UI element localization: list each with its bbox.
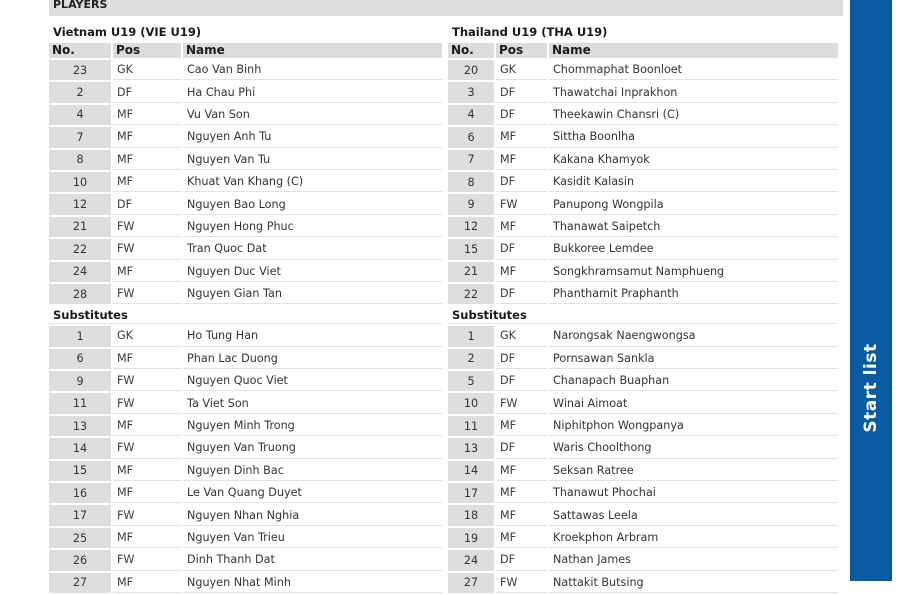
player-row bbox=[49, 284, 442, 304]
table-header-row bbox=[49, 43, 442, 58]
player-position: MF bbox=[113, 483, 181, 503]
player-number: 10 bbox=[49, 172, 111, 192]
team-title: Vietnam U19 (VIE U19) bbox=[53, 25, 202, 39]
player-position: FW bbox=[113, 438, 181, 458]
player-number: 9 bbox=[49, 371, 111, 391]
player-row bbox=[49, 393, 442, 413]
player-name: Phan Lac Duong bbox=[183, 349, 442, 369]
starters-body bbox=[448, 60, 838, 593]
player-name: Nguyen Quoc Viet bbox=[183, 371, 442, 391]
player-number: 23 bbox=[49, 60, 111, 80]
player-number: 11 bbox=[448, 416, 494, 436]
player-row bbox=[49, 416, 442, 436]
player-number: 2 bbox=[49, 82, 111, 102]
player-number: 22 bbox=[49, 239, 111, 259]
players-section-header bbox=[49, 0, 843, 16]
player-row bbox=[448, 105, 838, 125]
player-position: MF bbox=[496, 150, 547, 170]
player-row bbox=[448, 326, 838, 346]
player-position: MF bbox=[496, 483, 547, 503]
start-list-tab[interactable] bbox=[850, 0, 892, 581]
player-position: MF bbox=[113, 461, 181, 481]
player-number: 4 bbox=[49, 105, 111, 125]
player-number: 14 bbox=[448, 461, 494, 481]
column-header-name: Name bbox=[183, 43, 442, 58]
starters-body bbox=[49, 60, 442, 593]
player-number: 28 bbox=[49, 284, 111, 304]
player-position: MF bbox=[113, 172, 181, 192]
player-position: FW bbox=[496, 194, 547, 214]
player-number: 21 bbox=[448, 262, 494, 282]
player-row bbox=[448, 150, 838, 170]
player-number: 16 bbox=[49, 483, 111, 503]
player-number: 27 bbox=[49, 573, 111, 593]
player-name: Kakana Khamyok bbox=[549, 150, 838, 170]
player-name: Sittha Boonlha bbox=[549, 127, 838, 147]
player-number: 8 bbox=[448, 172, 494, 192]
player-position: DF bbox=[496, 105, 547, 125]
player-row bbox=[49, 438, 442, 458]
player-number: 12 bbox=[448, 217, 494, 237]
table-header-row bbox=[448, 43, 838, 58]
player-number: 10 bbox=[448, 393, 494, 413]
player-position: MF bbox=[113, 416, 181, 436]
player-row bbox=[448, 194, 838, 214]
player-position: MF bbox=[113, 150, 181, 170]
player-number: 17 bbox=[49, 505, 111, 525]
substitutes-heading-row bbox=[448, 306, 838, 324]
player-row bbox=[49, 505, 442, 525]
player-position: MF bbox=[113, 349, 181, 369]
player-number: 13 bbox=[49, 416, 111, 436]
player-number: 9 bbox=[448, 194, 494, 214]
player-position: MF bbox=[496, 461, 547, 481]
player-number: 5 bbox=[448, 371, 494, 391]
player-name: Pornsawan Sankla bbox=[549, 349, 838, 369]
player-position: MF bbox=[113, 573, 181, 593]
section-title: PLAYERS bbox=[53, 0, 108, 11]
player-name: Nattakit Butsing bbox=[549, 573, 838, 593]
player-number: 18 bbox=[448, 505, 494, 525]
player-number: 27 bbox=[448, 573, 494, 593]
player-position: MF bbox=[496, 217, 547, 237]
player-row bbox=[448, 217, 838, 237]
player-row bbox=[448, 483, 838, 503]
player-name: Dinh Thanh Dat bbox=[183, 550, 442, 570]
player-row bbox=[448, 349, 838, 369]
player-name: Nguyen Gian Tan bbox=[183, 284, 442, 304]
player-name: Songkhramsamut Namphueng bbox=[549, 262, 838, 282]
player-row bbox=[49, 326, 442, 346]
player-row bbox=[49, 217, 442, 237]
player-row bbox=[49, 528, 442, 548]
column-header-name: Name bbox=[549, 43, 838, 58]
column-header-pos: Pos bbox=[113, 43, 181, 58]
player-name: Niphitphon Wongpanya bbox=[549, 416, 838, 436]
player-position: MF bbox=[113, 528, 181, 548]
player-position: GK bbox=[496, 60, 547, 80]
player-name: Le Van Quang Duyet bbox=[183, 483, 442, 503]
player-position: DF bbox=[496, 239, 547, 259]
column-header-pos: Pos bbox=[496, 43, 547, 58]
column-header-no: No. bbox=[448, 43, 494, 58]
player-name: Nguyen Nhan Nghia bbox=[183, 505, 442, 525]
player-row bbox=[448, 284, 838, 304]
player-name: Ho Tung Han bbox=[183, 326, 442, 346]
player-name: Winai Aimoat bbox=[549, 393, 838, 413]
player-name: Nguyen Bao Long bbox=[183, 194, 442, 214]
player-position: FW bbox=[113, 371, 181, 391]
player-row bbox=[49, 483, 442, 503]
player-number: 26 bbox=[49, 550, 111, 570]
player-row bbox=[49, 239, 442, 259]
player-name: Nguyen Nhat Minh bbox=[183, 573, 442, 593]
player-row bbox=[49, 194, 442, 214]
player-position: DF bbox=[496, 284, 547, 304]
team-title: Thailand U19 (THA U19) bbox=[452, 25, 608, 39]
player-number: 12 bbox=[49, 194, 111, 214]
player-position: DF bbox=[496, 438, 547, 458]
player-name: Nguyen Van Tu bbox=[183, 150, 442, 170]
player-number: 11 bbox=[49, 393, 111, 413]
player-name: Phanthamit Praphanth bbox=[549, 284, 838, 304]
player-name: Nguyen Van Trieu bbox=[183, 528, 442, 548]
player-number: 24 bbox=[448, 550, 494, 570]
player-name: Ha Chau Phi bbox=[183, 82, 442, 102]
player-number: 6 bbox=[448, 127, 494, 147]
player-row bbox=[448, 371, 838, 391]
player-row bbox=[49, 461, 442, 481]
player-row bbox=[49, 127, 442, 147]
player-number: 7 bbox=[448, 150, 494, 170]
player-name: Nguyen Duc Viet bbox=[183, 262, 442, 282]
player-position: GK bbox=[113, 326, 181, 346]
player-row bbox=[49, 349, 442, 369]
player-number: 3 bbox=[448, 82, 494, 102]
player-number: 25 bbox=[49, 528, 111, 548]
player-name: Nguyen Dinh Bac bbox=[183, 461, 442, 481]
player-name: Tran Quoc Dat bbox=[183, 239, 442, 259]
player-row bbox=[448, 262, 838, 282]
player-position: DF bbox=[496, 82, 547, 102]
player-row bbox=[448, 60, 838, 80]
player-row bbox=[448, 461, 838, 481]
player-name: Vu Van Son bbox=[183, 105, 442, 125]
player-row bbox=[448, 416, 838, 436]
player-row bbox=[49, 573, 442, 593]
player-number: 4 bbox=[448, 105, 494, 125]
player-name: Thawatchai Inprakhon bbox=[549, 82, 838, 102]
player-row bbox=[448, 239, 838, 259]
player-position: DF bbox=[113, 194, 181, 214]
player-position: MF bbox=[113, 127, 181, 147]
player-name: Narongsak Naengwongsa bbox=[549, 326, 838, 346]
substitutes-heading: Substitutes bbox=[49, 306, 442, 324]
player-number: 21 bbox=[49, 217, 111, 237]
player-position: FW bbox=[496, 573, 547, 593]
player-row bbox=[448, 528, 838, 548]
substitutes-heading: Substitutes bbox=[448, 306, 838, 324]
player-position: DF bbox=[496, 371, 547, 391]
player-position: MF bbox=[496, 416, 547, 436]
player-name: Nguyen Hong Phuc bbox=[183, 217, 442, 237]
player-number: 1 bbox=[49, 326, 111, 346]
player-name: Theekawin Chansri (C) bbox=[549, 105, 838, 125]
player-row bbox=[448, 82, 838, 102]
player-name: Chommaphat Boonloet bbox=[549, 60, 838, 80]
player-position: DF bbox=[496, 349, 547, 369]
player-position: FW bbox=[113, 550, 181, 570]
player-name: Cao Van Binh bbox=[183, 60, 442, 80]
player-number: 2 bbox=[448, 349, 494, 369]
player-position: MF bbox=[496, 262, 547, 282]
player-name: Nguyen Anh Tu bbox=[183, 127, 442, 147]
player-name: Panupong Wongpila bbox=[549, 194, 838, 214]
player-number: 1 bbox=[448, 326, 494, 346]
player-position: MF bbox=[496, 528, 547, 548]
player-name: Waris Choolthong bbox=[549, 438, 838, 458]
start-list-label: Start list bbox=[861, 343, 881, 433]
player-row bbox=[49, 550, 442, 570]
player-row bbox=[49, 105, 442, 125]
player-name: Nguyen Van Truong bbox=[183, 438, 442, 458]
player-row bbox=[448, 127, 838, 147]
player-row bbox=[49, 172, 442, 192]
player-number: 6 bbox=[49, 349, 111, 369]
player-row bbox=[448, 393, 838, 413]
player-name: Thanawut Phochai bbox=[549, 483, 838, 503]
player-position: FW bbox=[113, 239, 181, 259]
player-number: 13 bbox=[448, 438, 494, 458]
player-position: GK bbox=[496, 326, 547, 346]
player-position: FW bbox=[113, 284, 181, 304]
player-name: Khuat Van Khang (C) bbox=[183, 172, 442, 192]
player-position: MF bbox=[113, 105, 181, 125]
player-number: 24 bbox=[49, 262, 111, 282]
player-number: 15 bbox=[448, 239, 494, 259]
player-row bbox=[49, 262, 442, 282]
player-position: MF bbox=[496, 505, 547, 525]
player-position: FW bbox=[113, 505, 181, 525]
player-row bbox=[49, 150, 442, 170]
player-name: Chanapach Buaphan bbox=[549, 371, 838, 391]
player-name: Kroekphon Arbram bbox=[549, 528, 838, 548]
substitutes-heading-row bbox=[49, 306, 442, 324]
player-row bbox=[49, 371, 442, 391]
player-row bbox=[448, 573, 838, 593]
team-lineup-vietnam bbox=[49, 23, 444, 595]
player-name: Nguyen Minh Trong bbox=[183, 416, 442, 436]
player-position: DF bbox=[496, 172, 547, 192]
player-row bbox=[448, 505, 838, 525]
player-position: DF bbox=[113, 82, 181, 102]
player-number: 22 bbox=[448, 284, 494, 304]
player-number: 20 bbox=[448, 60, 494, 80]
player-position: FW bbox=[496, 393, 547, 413]
player-row bbox=[448, 172, 838, 192]
player-position: FW bbox=[113, 217, 181, 237]
team-lineup-thailand bbox=[448, 23, 840, 595]
player-name: Seksan Ratree bbox=[549, 461, 838, 481]
player-position: MF bbox=[113, 262, 181, 282]
lineup-table bbox=[446, 41, 840, 595]
player-position: FW bbox=[113, 393, 181, 413]
player-number: 7 bbox=[49, 127, 111, 147]
player-number: 14 bbox=[49, 438, 111, 458]
player-name: Sattawas Leela bbox=[549, 505, 838, 525]
player-row bbox=[49, 82, 442, 102]
player-row bbox=[49, 60, 442, 80]
player-name: Ta Viet Son bbox=[183, 393, 442, 413]
player-name: Bukkoree Lemdee bbox=[549, 239, 838, 259]
player-number: 8 bbox=[49, 150, 111, 170]
lineup-table bbox=[47, 41, 444, 595]
player-name: Kasidit Kalasin bbox=[549, 172, 838, 192]
player-name: Thanawat Saipetch bbox=[549, 217, 838, 237]
player-row bbox=[448, 550, 838, 570]
player-number: 17 bbox=[448, 483, 494, 503]
player-row bbox=[448, 438, 838, 458]
player-number: 19 bbox=[448, 528, 494, 548]
player-position: MF bbox=[496, 127, 547, 147]
player-position: DF bbox=[496, 550, 547, 570]
player-position: GK bbox=[113, 60, 181, 80]
player-number: 15 bbox=[49, 461, 111, 481]
column-header-no: No. bbox=[49, 43, 111, 58]
player-name: Nathan James bbox=[549, 550, 838, 570]
